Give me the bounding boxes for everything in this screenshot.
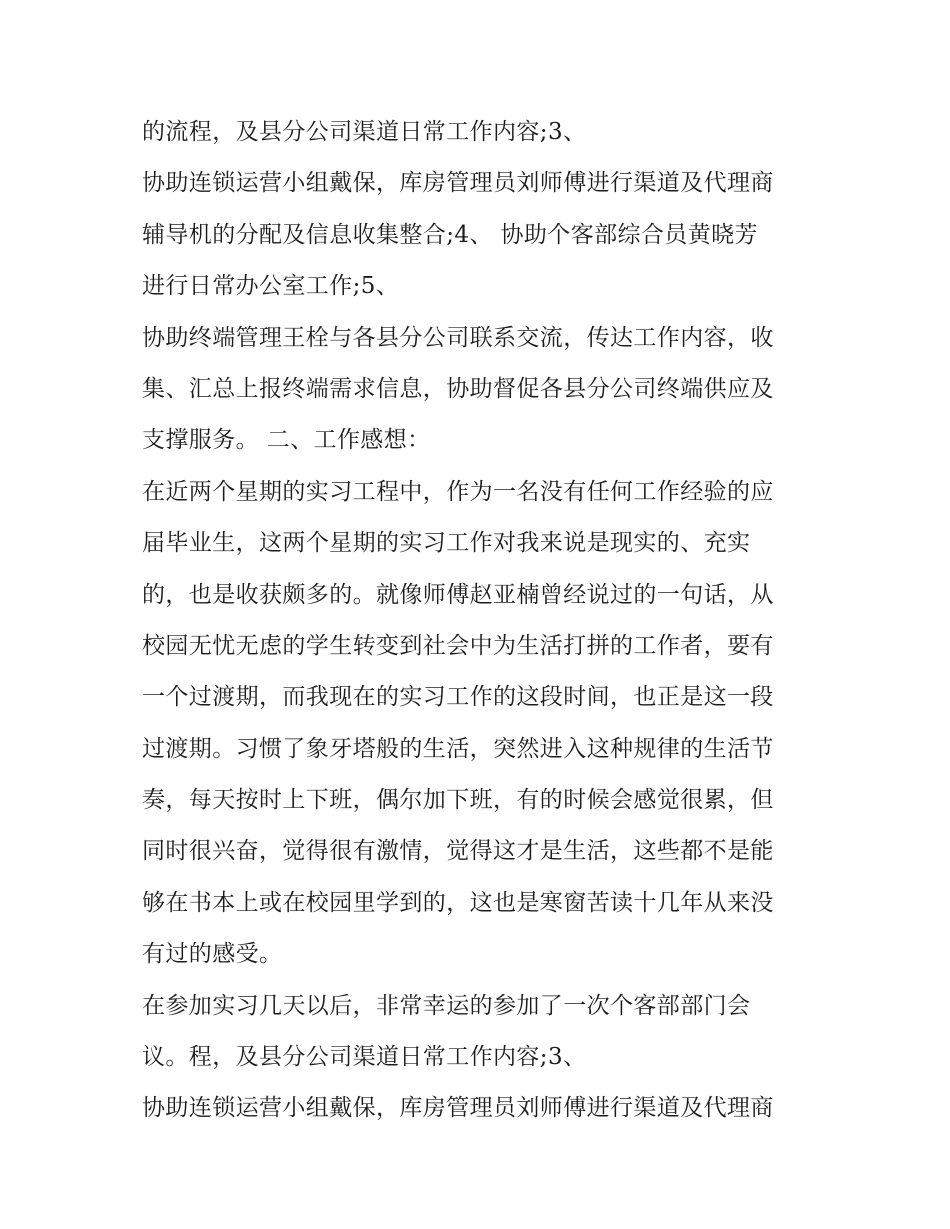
text-line: 协助连锁运营小组戴保，库房管理员刘师傅进行渠道及代理商: [142, 1095, 774, 1122]
text-line: 在参加实习几天以后，非常幸运的参加了一次个客部部门会: [142, 992, 751, 1019]
text-line: 奏，每天按时上下班，偶尔加下班，有的时候会感觉很累，但: [142, 787, 774, 814]
text-line: 校园无忧无虑的学生转变到社会中为生活打拼的工作者，要有: [142, 632, 774, 659]
text-line: 辅导机的分配及信息收集整合;4、 协助个客部综合员黄晓芳: [142, 221, 758, 248]
text-line: 一个过渡期，而我现在的实习工作的这段时间，也正是这一段: [142, 684, 774, 711]
text-line: 进行日常办公室工作;5、: [142, 273, 400, 300]
text-line: 议。程，及县分公司渠道日常工作内容;3、: [142, 1044, 587, 1071]
text-line: 在近两个星期的实习工程中，作为一名没有任何工作经验的应: [142, 478, 774, 505]
text-line: 支撑服务。 二、工作感想：: [142, 427, 431, 454]
text-line: 届毕业生，这两个星期的实习工作对我来说是现实的、充实: [142, 530, 751, 557]
text-line: 有过的感受。: [142, 941, 283, 968]
text-line: 的，也是收获颇多的。就像师傅赵亚楠曾经说过的一句话，从: [142, 581, 774, 608]
text-line: 协助终端管理王栓与各县分公司联系交流，传达工作内容，收: [142, 324, 774, 351]
text-line: 集、汇总上报终端需求信息，协助督促各县分公司终端供应及: [142, 375, 774, 402]
text-line: 过渡期。习惯了象牙塔般的生活，突然进入这种规律的生活节: [142, 735, 774, 762]
text-line: 够在书本上或在校园里学到的，这也是寒窗苦读十几年从来没: [142, 889, 774, 916]
text-line: 协助连锁运营小组戴保，库房管理员刘师傅进行渠道及代理商: [142, 170, 774, 197]
document-text-body: [142, 107, 822, 1135]
text-line: 的流程，及县分公司渠道日常工作内容;3、: [142, 119, 587, 145]
text-line: 同时很兴奋，觉得很有激情，觉得这才是生活，这些都不是能: [142, 838, 774, 865]
